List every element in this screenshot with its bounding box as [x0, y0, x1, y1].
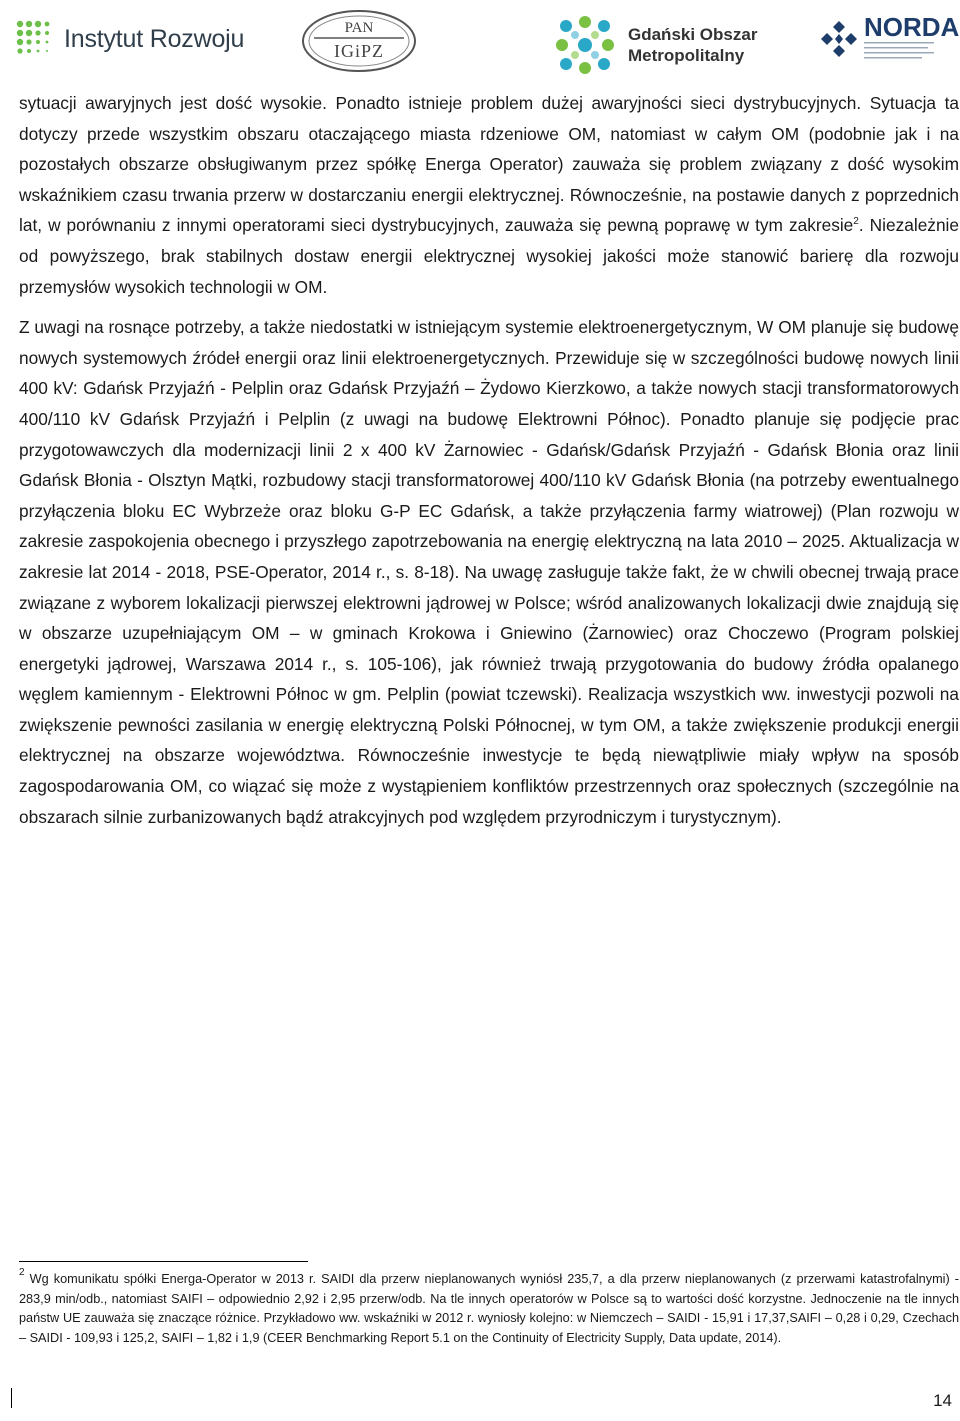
footnote-separator — [19, 1261, 308, 1262]
paragraph-2: Z uwagi na rosnące potrzeby, a także niedostatki w istniejącym systemie elektroenergetycznym, W OM planuje się budowę nowych systemowych źródeł energii oraz linii elektroenergetycznych. Przewiduje się w szczególności budowę nowych linii 400 kV: Gdańsk Przyjaźń - Pelplin oraz Gdańsk Przyjaźń – Żydowo Kierzkowo, a także nowych stacji transformatorowych 400/110 kV Gdańsk Przyjaźń i Pelplin (z uwagi na budowę Elektrowni Północ). Ponadto planuje się podjęcie prac przygotowawczych dla modernizacji linii 2 x 400 kV Żarnowiec - Gdańsk/Gdańsk Przyjaźń - Gdańsk Błonia oraz linii Gdańsk Błonia - Olsztyn Mątki, rozbudowy stacji transformatorowej 400/110 kV Gdańsk Błonia (na potrzeby ewentualnego przyłączenia bloku EC Wybrzeże oraz bloku G-P EC Gdańsk, a także przyłączenia farmy wiatrowej) (Plan rozwoju w zakresie zaspokojenia obecnego i przyszłego zapotrzebowania na energię elektryczną na lata 2010 – 2025. Aktualizacja w zakresie lat 2014 - 2018, PSE-Operator, 2014 r., s. 8-18). Na uwagę zasługuje także fakt, że w chwili obecnej trwają prace związane z wyborem lokalizacji pierwszej elektrowni jądrowej w Polsce; wśród analizowanych lokalizacji dwie znajdują się w obszarze uzupełniającym OM – w gminach Krokowa i Gniewino (Żarnowiec) oraz Choczewo (Program polskiej energetyki jądrowej, Warszawa 2014 r., s. 105-106), jak również trwają przygotowania do budowy źródła opalanego węglem kamiennym - Elektrowni Północ w gm. Pelplin (powiat tczewski). Realizacja wszystkich ww. inwestycji pozwoli na zwiększenie pewności zasilania w energię elektryczną Polski Północnej, w tym OM, a także zwiększenie produkcji energii elektrycznej na obszarze województwa. Równocześnie inwestycje te będą niewątpliwie miały wpływ na sposób zagospodarowania OM, co wiązać się może z wystąpieniem konfliktów przestrzennych oraz społecznych (szczególnie na obszarach silnie zurbanizowanych bądź atrakcyjnych pod względem przyrodniczym i turystycznym). — [19, 317, 959, 827]
instytut-rozwoju-logo-text: Instytut Rozwoju — [64, 24, 245, 53]
norda-mark-icon — [820, 20, 858, 58]
pan-igipz-logo — [300, 8, 418, 74]
margin-marker — [11, 1388, 12, 1408]
footnote-number: 2 — [19, 1266, 25, 1278]
footnote-text: Wg komunikatu spółki Energa-Operator w 2013 r. SAIDI dla przerw nieplanowanych wyniósł 235,7, a dla przerw nieplanowanych (z przerwami katastrofalnymi) - 283,9 min/odb., natomiast SAIFI – odpowiednio 2,92 i 2,95 przerw/odb. Na tle innych operatorów w Polsce są to wartości dość korzystne. Jednoczenie na tle innych państw UE zauważa się znaczące różnice. Przykładowo ww. wskaźniki w 2012 r. wyniosły kolejno: w Niemczech – SAIDI - 15,91 i 17,37,SAIFI – 0,28 i 0,29, Czechach – SAIDI - 109,93 i 125,2, SAIFI – 1,82 i 1,9 (CEER Benchmarking Report 5.1 on the Continuity of Electricity Supply, Data update, 2014). — [19, 1272, 959, 1345]
gom-mark-icon — [552, 12, 618, 78]
instytut-rozwoju-mark-icon — [14, 18, 56, 60]
gom-logo — [552, 12, 757, 78]
page-body — [19, 88, 959, 832]
paragraph-1 — [19, 88, 959, 302]
norda-logo — [820, 14, 959, 63]
norda-logo-text: NORDA — [864, 12, 960, 42]
gom-line-1: Gdański Obszar — [628, 25, 758, 44]
instytut-rozwoju-logo — [14, 18, 244, 60]
gom-logo-text — [628, 24, 757, 66]
page-header — [0, 0, 960, 86]
pan-text: PAN — [344, 20, 374, 36]
paragraph-1-text: sytuacji awaryjnych jest dość wysokie. Ponadto istnieje problem dużej awaryjności sieci dystrybucyjnych. Sytuacja ta dotyczy przede wszystkim obszaru otaczającego miasta rdzeniowe OM, natomiast w całym OM (podobnie jak i na pozostałych obszarze obsługiwanym przez spółkę Energa Operator) zauważa się problem związany z dość wysokim wskaźnikiem czasu trwania przerw w dostarczaniu energii elektrycznej. Równocześnie, na postawie danych z poprzednich lat, w porównaniu z innymi operatorami sieci dystrybucyjnych, zauważa się pewną poprawę w tym zakresie — [19, 93, 959, 236]
norda-tagline-decoration — [864, 40, 938, 60]
norda-subtext-lines — [864, 40, 959, 63]
gom-line-2: Metropolitalny — [628, 46, 745, 65]
paragraph-1-text-cont: . Niezależnie od powyższego, brak stabilnych dostaw energii elektrycznej wysokiej jakości może stanowić barierę dla rozwoju przemysłów wysokich technologii w OM. — [19, 215, 960, 297]
pan-igipz-emblem-icon — [300, 8, 418, 74]
page-number: 14 — [933, 1391, 952, 1410]
footnote-ref[interactable]: 2 — [853, 216, 859, 228]
igipz-text: IGiPZ — [334, 41, 384, 61]
footnote — [19, 1266, 959, 1348]
